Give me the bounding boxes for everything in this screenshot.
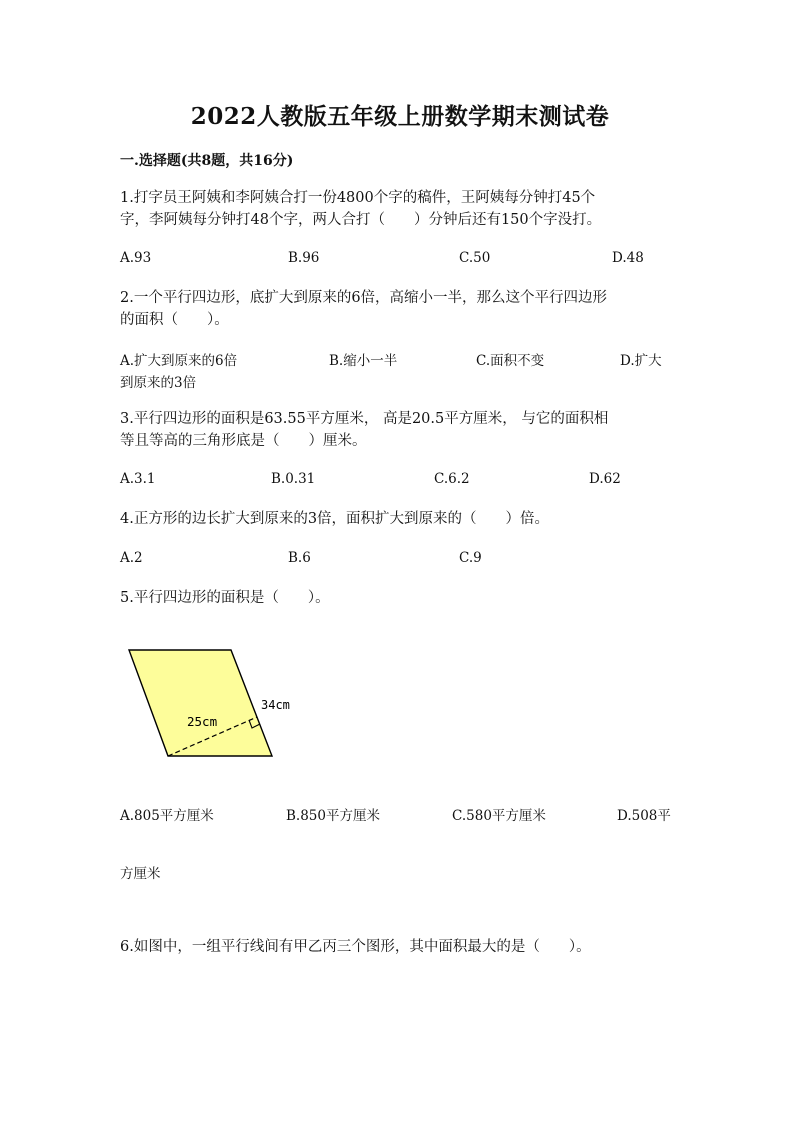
q5-option-c: C.580平方厘米	[452, 808, 546, 824]
q3-option-a: A.3.1	[120, 471, 156, 487]
question-3	[120, 408, 685, 452]
q2-option-a: A.扩大到原来的6倍	[120, 353, 238, 369]
q5-option-d-continued: 方厘米	[120, 866, 161, 882]
parallelogram-shape	[129, 650, 272, 756]
q2-option-b: B.缩小一半	[329, 353, 398, 369]
height-label: 34cm	[261, 698, 290, 712]
question-4	[120, 508, 685, 530]
q4-option-c: C.9	[459, 550, 482, 566]
q3-option-d: D.62	[589, 471, 621, 487]
question-2-line-2: 的面积（ ）。	[120, 312, 229, 328]
q1-option-c: C.50	[459, 250, 491, 266]
page-title: 2022人教版五年级上册数学期末测试卷	[190, 103, 610, 130]
q3-option-c: C.6.2	[434, 471, 470, 487]
question-5	[120, 587, 685, 609]
q4-option-b: B.6	[288, 550, 311, 566]
question-4-line-1: 4.正方形的边长扩大到原来的3倍，面积扩大到原来的（ ）倍。	[120, 511, 550, 527]
q5-option-d: D.508平	[617, 808, 671, 824]
q3-option-b: B.0.31	[271, 471, 316, 487]
q2-option-c: C.面积不变	[476, 353, 545, 369]
q1-option-d: D.48	[612, 250, 644, 266]
question-2	[120, 287, 685, 331]
q4-option-a: A.2	[120, 550, 143, 566]
question-6	[120, 936, 685, 958]
question-3-line-1: 3.平行四边形的面积是63.55平方厘米， 高是20.5平方厘米， 与它的面积相	[120, 411, 609, 427]
q1-option-a: A.93	[120, 250, 152, 266]
section-heading: 一.选择题(共8题，共16分)	[120, 153, 294, 169]
q5-option-b: B.850平方厘米	[286, 808, 380, 824]
q1-option-b: B.96	[288, 250, 320, 266]
question-1	[120, 187, 685, 231]
question-1-line-2: 字，李阿姨每分钟打48个字，两人合打（ ）分钟后还有150个字没打。	[120, 212, 602, 228]
q2-option-d: D.扩大	[620, 353, 662, 369]
question-2-line-1: 2.一个平行四边形，底扩大到原来的6倍，高缩小一半，那么这个平行四边形	[120, 290, 608, 306]
question-3-line-2: 等且等高的三角形底是（ ）厘米。	[120, 433, 367, 449]
question-6-line-1: 6.如图中，一组平行线间有甲乙丙三个图形，其中面积最大的是（ ）。	[120, 939, 591, 955]
parallelogram-figure	[120, 640, 320, 770]
question-5-line-1: 5.平行四边形的面积是（ ）。	[120, 590, 330, 606]
question-1-line-1: 1.打字员王阿姨和李阿姨合打一份4800个字的稿件，王阿姨每分钟打45个	[120, 190, 596, 206]
q2-option-d-continued: 到原来的3倍	[120, 375, 197, 391]
q5-option-a: A.805平方厘米	[120, 808, 214, 824]
base-label: 25cm	[187, 714, 218, 729]
